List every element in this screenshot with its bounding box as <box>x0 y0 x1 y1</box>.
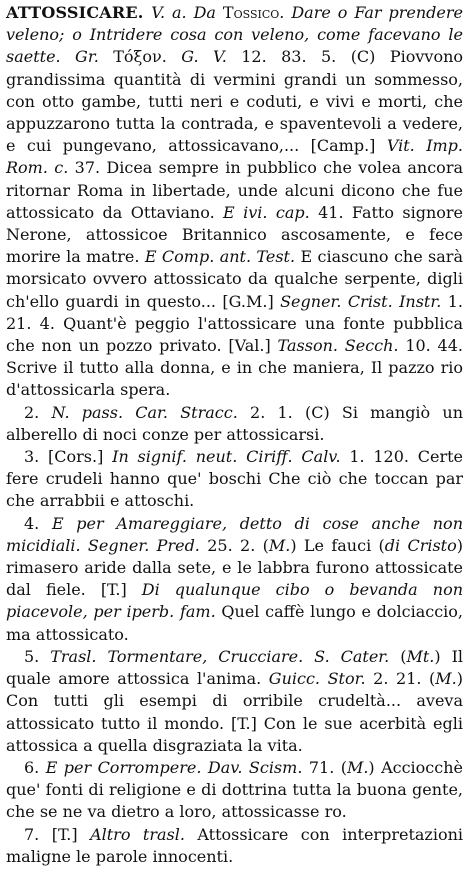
text-segment: 5. <box>24 646 51 666</box>
italic-citation: V. a. Da <box>151 3 223 22</box>
italic-citation: E per Amareggiare, detto di cose anche non micidiali. Segner. Pred. <box>6 513 463 555</box>
text-segment: 6. <box>24 757 46 777</box>
text-segment: ) Le fauci ( <box>290 535 385 555</box>
text-segment: 1. 21. 4. Quant'è peggio l'attossicare una fonte pubblica che non un pozzo privato. [Val.] <box>6 291 463 356</box>
text-segment: 12. 83. 5. (C) Piovvono grandissima quantità di vermini grandi un sommesso, con otto gambe, tutti neri e coduti, e vivi e morti, che appuzzarono tutta la contrada, e spaventevoli a vedere, e cui pungevano, attossicavano,... [Camp.] <box>6 47 464 156</box>
sense-paragraph <box>6 646 463 757</box>
text-segment: 71. ( <box>308 757 347 777</box>
text-segment: Attossicare con interpretazioni maligne le parole innocenti. <box>6 824 464 866</box>
text-segment: 1. 120. Certe fere crudeli hanno que' boschi Che ciò che toccan par che arrabbii e attoschi. <box>6 447 464 511</box>
italic-citation: M. <box>268 535 291 555</box>
text-segment: Tossico <box>222 3 280 22</box>
sense-paragraph <box>6 513 463 646</box>
text-segment: 10. 44. Scrive il tutto alla donna, e in che maniera, Il pazzo rio d'attossicarla spera. <box>6 336 464 400</box>
italic-citation: M. <box>346 757 369 777</box>
text-segment: ) Acciocchè que' fonti di religione e di dottrina tutta la buona gente, che se ne va dietro a loro, attossicasse ro. <box>6 757 463 822</box>
sense-paragraph <box>6 757 463 824</box>
text-segment: 7. [T.] <box>24 824 91 844</box>
text-segment: Quel caffè lungo e dolciaccio, ma attossicato. <box>6 602 463 644</box>
text-segment: 2. 1. (C) Si mangiò un alberello di noci conze per attossicarsi. <box>6 402 464 444</box>
italic-citation: M. <box>435 669 457 689</box>
italic-citation: Altro trasl. <box>90 824 198 844</box>
text-segment: 3. [Cors.] <box>24 447 113 467</box>
dictionary-entry <box>6 2 463 868</box>
italic-citation: . Dare o Far prendere veleno; o Intridere cosa con veleno, come facevano le saette. Gr. <box>6 3 463 67</box>
italic-citation: N. pass. Car. Stracc. <box>51 402 251 422</box>
italic-citation: E Comp. ant. Test. <box>144 247 301 267</box>
italic-citation: In signif. neut. Ciriff. Calv. <box>112 447 350 467</box>
entry-headword-paragraph <box>6 2 463 402</box>
italic-citation: Segner. Crist. Instr. <box>280 291 448 311</box>
text-segment: 25. 2. ( <box>207 535 269 555</box>
italic-citation: Vit. Imp. Rom. c. <box>6 136 464 178</box>
italic-citation: E ivi. cap. <box>223 202 319 222</box>
text-segment: Τόξον. <box>113 47 182 67</box>
text-segment: 37. Dicea sempre in pubblico che volea ancora ritornar Roma in libertade, unde alcuni dicono che fue attossicato da Ottaviano. <box>6 158 464 222</box>
italic-citation: Di qualunque cibo o bevanda non piacevole, per iperb. fam. <box>6 580 464 622</box>
italic-citation: E per Corrompere. Dav. Scism. <box>45 757 309 777</box>
text-segment: ) Il quale amore attossica l'anima. <box>6 646 464 689</box>
italic-citation: Tasson. Secch. <box>277 336 406 356</box>
text-segment: 2. <box>24 402 52 422</box>
italic-citation: G. V. <box>181 47 242 67</box>
text-segment: ) Con tutti gli esempi di orribile crudeltà... aveva attossicato tutto il mondo. [T.] Con le sue acerbità egli attossica a quella disgraziata la vita. <box>6 669 463 755</box>
sense-paragraph <box>6 824 463 868</box>
sense-paragraph <box>6 446 463 513</box>
italic-citation: Guicc. Stor. <box>268 669 374 689</box>
text-segment: ) rimasero aride dalla sete, e le labbra furono attossicate dal fiele. [T.] <box>6 535 463 600</box>
sense-paragraph <box>6 402 463 446</box>
text-segment: 2. 21. ( <box>373 669 436 689</box>
text-segment: 41. Fatto signore Nerone, attossicoe Britannico ascosamente, e fece morire la matre. <box>6 202 463 267</box>
headword: ATTOSSICARE. <box>6 3 152 22</box>
text-segment: 4. <box>24 513 52 533</box>
italic-citation: Mt. <box>406 646 435 666</box>
italic-citation: di Cristo <box>384 535 457 555</box>
italic-citation: Trasl. Tormentare, Crucciare. S. Cater. <box>50 646 401 666</box>
text-segment: ( <box>400 646 407 666</box>
text-segment: E ciascuno che sarà morsicato ovvero attossicato da qualche serpente, digli ch'ello guardi in questo... [G.M.] <box>6 247 463 311</box>
